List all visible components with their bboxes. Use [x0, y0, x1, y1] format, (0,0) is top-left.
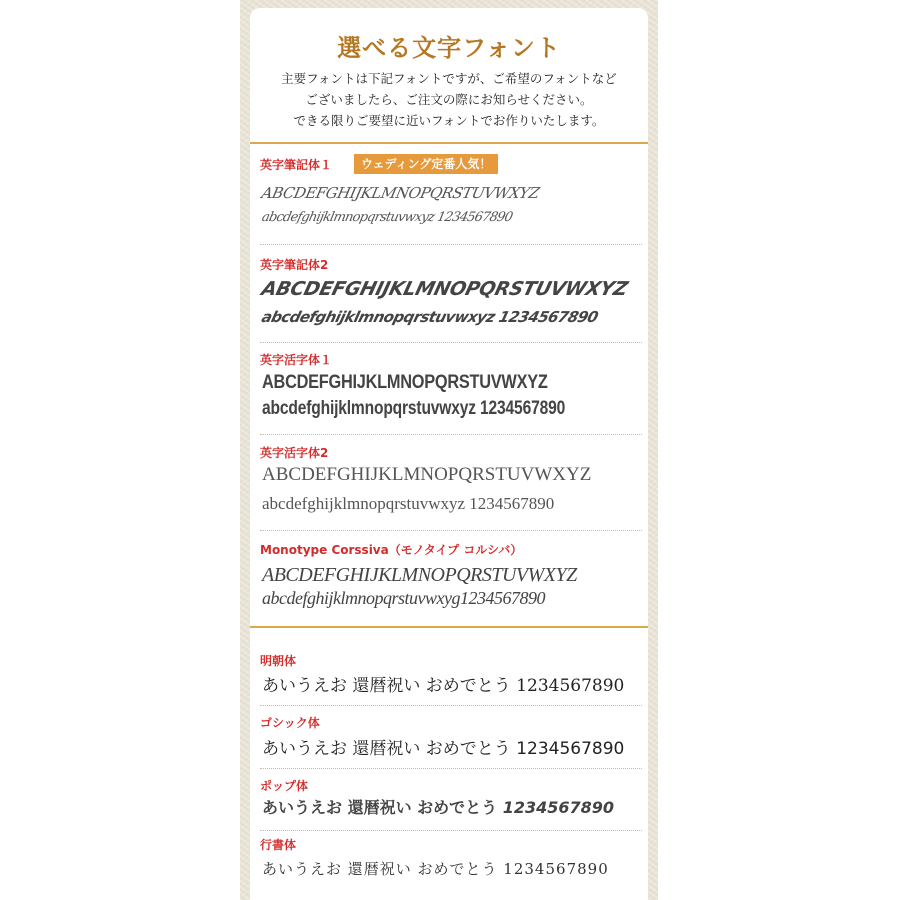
font-sample-uppercase: ABCDEFGHIJKLMNOPQRSTUVWXYZ — [259, 278, 630, 300]
font-label: ゴシック体 — [260, 716, 320, 730]
item-divider — [260, 342, 642, 343]
font-sample-lowercase: abcdefghijklmnopqrstuvwxyz 1234567890 — [259, 308, 600, 326]
section-divider — [250, 142, 648, 144]
font-sample-uppercase: ABCDEFGHIJKLMNOPQRSTUVWXYZ — [260, 184, 541, 202]
item-divider — [260, 830, 642, 831]
font-label: 英字活字体１ — [260, 353, 333, 367]
font-sample-japanese: あいうえお 還暦祝い おめでとう 1234567890 — [262, 676, 625, 696]
textured-frame — [240, 0, 658, 900]
font-label: Monotype Corssiva（モノタイプ コルシバ） — [260, 543, 523, 557]
font-label: 行書体 — [260, 838, 297, 852]
item-divider — [260, 705, 642, 706]
font-sample-lowercase: abcdefghijklmnopqrstuvwxyz 1234567890 — [262, 398, 566, 419]
item-divider — [260, 434, 642, 435]
font-label: ポップ体 — [260, 779, 309, 793]
font-sample-uppercase: ABCDEFGHIJKLMNOPQRSTUVWXYZ — [262, 564, 577, 586]
popular-badge: ウェディング定番人気！ — [354, 154, 498, 174]
item-divider — [260, 530, 642, 531]
font-sample-uppercase: ABCDEFGHIJKLMNOPQRSTUVWXYZ — [262, 372, 548, 393]
intro-text — [250, 68, 648, 131]
intro-line: ございましたら、ご注文の際にお知らせください。 — [305, 92, 593, 107]
font-label: 英字活字体2 — [260, 446, 329, 460]
item-divider — [260, 244, 642, 245]
font-sample-lowercase: abcdefghijklmnopqrstuvwxyz 1234567890 — [262, 494, 555, 513]
font-sample-japanese: あいうえお 還暦祝い おめでとう 1234567890 — [262, 860, 609, 878]
font-label: 英字筆記体１ — [260, 158, 333, 172]
font-sample-japanese: あいうえお 還暦祝い おめでとう 1234567890 — [262, 739, 625, 759]
intro-line: できる限りご要望に近いフォントでお作りいたします。 — [293, 113, 605, 128]
font-sample-lowercase: abcdefghijklmnopqrstuvwxyz 1234567890 — [260, 210, 514, 225]
font-sample-uppercase: ABCDEFGHIJKLMNOPQRSTUVWXYZ — [262, 464, 592, 485]
section-divider — [250, 626, 648, 628]
pop-sample-text: あいうえお 還暦祝い おめでとう — [262, 798, 498, 817]
font-sample-japanese — [262, 795, 614, 818]
font-label: 明朝体 — [260, 654, 297, 668]
pop-sample-number: 1234567890 — [502, 798, 615, 817]
page-title: 選べる文字フォント — [337, 33, 561, 62]
font-label: 英字筆記体2 — [260, 258, 329, 272]
item-divider — [260, 768, 642, 769]
font-panel — [250, 8, 648, 900]
intro-line: 主要フォントは下記フォントですが、ご希望のフォントなど — [281, 71, 617, 86]
font-sample-lowercase: abcdefghijklmnopqrstuvwxyg1234567890 — [262, 588, 545, 608]
